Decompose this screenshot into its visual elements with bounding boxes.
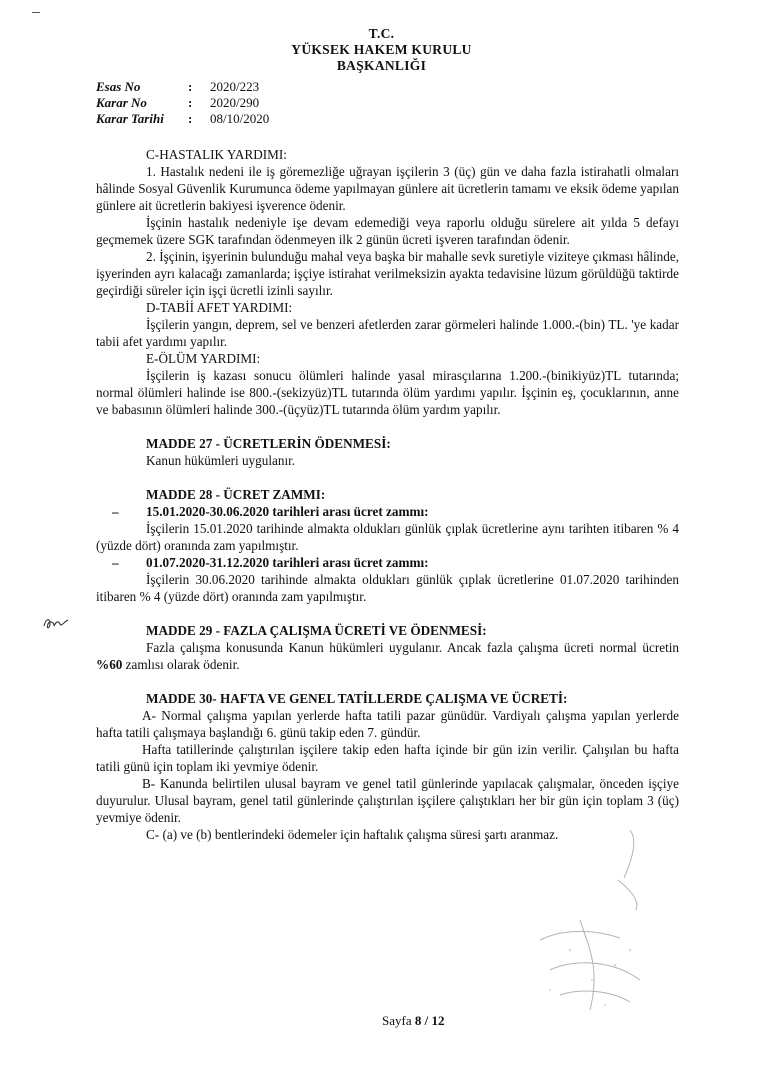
meta-sep: : — [188, 95, 193, 110]
handwritten-initial-icon — [40, 612, 74, 634]
meta-label: Karar Tarihi — [96, 111, 164, 126]
paragraph: İşçilerin yangın, deprem, sel ve benzeri afetlerden zarar görmeleri halinde 1.000.-(bin) TL. 'ye kadar tabii afet yardımı yapılır. — [96, 317, 679, 349]
section-title-e: E-ÖLÜM YARDIMI: — [146, 351, 261, 366]
case-meta — [96, 79, 269, 127]
paragraph: İşçinin hastalık nedeniyle işe devam edemediği veya raporlu olduğu sürelere ait yılda 5 defayı geçmemek üzere SGK tarafından ödenmeyen ilk 2 günün ücreti işveren tarafından ödenir. — [96, 215, 679, 247]
paragraph: A- Normal çalışma yapılan yerlerde hafta tatili pazar günüdür. Vardiyalı çalışma yapılan yerlerde hafta tatili çalışmaya başlandığı 6. günü takip eden 7. gündür. — [96, 708, 679, 740]
meta-value: 2020/223 — [210, 79, 260, 94]
scan-mark — [32, 12, 40, 13]
meta-row-karar-tarihi — [96, 111, 269, 127]
paragraph: C- (a) ve (b) bentlerindeki ödemeler için haftalık çalışma süresi şartı aranmaz. — [146, 827, 559, 842]
article-29-title: MADDE 29 - FAZLA ÇALIŞMA ÜCRETİ VE ÖDENMESİ: — [146, 623, 487, 638]
paragraph: 1. Hastalık nedeni ile iş göremezliğe uğrayan işçilerin 3 (üç) gün ve daha fazla istirahatli olmaları hâlinde Sosyal Güvenlik Kurumunca ödeme yapılmayan günlere ait ücretlerin tamamı ve eksik ödeme yapılan günlere ait ücretlerin bakiyesi işverence ödenir. — [96, 164, 679, 213]
paragraph: Hafta tatillerinde çalıştırılan işçilere takip eden hafta içinde bir gün izin verilir. Çalışılan bu hafta tatili günü için toplam iki yevmiye ödenir. — [96, 742, 679, 774]
subheading-text: 15.01.2020-30.06.2020 tarihleri arası ücret zammı: — [146, 504, 429, 519]
paragraph: İşçilerin 30.06.2020 tarihinde almakta oldukları günlük çıplak ücretlerine 01.07.2020 tarihinden itibaren % 4 (yüzde dört) oranında zam yapılmıştır. — [96, 572, 679, 604]
meta-value: 2020/290 — [210, 95, 260, 110]
dash-bullet: – — [112, 504, 119, 519]
meta-sep: : — [188, 111, 193, 126]
header-line-presidency: BAŞKANLIĞI — [336, 58, 427, 73]
text-run: zamlısı olarak ödenir. — [122, 657, 240, 672]
article-27-title: MADDE 27 - ÜCRETLERİN ÖDENMESİ: — [146, 436, 391, 451]
text-run: Fazla çalışma konusunda Kanun hükümleri uygulanır. Ancak fazla çalışma ücreti normal ücretin — [146, 640, 679, 655]
meta-sep: : — [188, 79, 193, 94]
paragraph — [96, 639, 679, 673]
page-prefix: Sayfa — [382, 1013, 415, 1028]
document-header — [0, 26, 763, 74]
meta-label: Esas No — [96, 79, 141, 94]
paragraph: İşçilerin iş kazası sonucu ölümleri halinde yasal mirasçılarına 1.200.-(binikiyüz)TL tutarında; normal ölümleri halinde ise 800.-(sekizyüz)TL tutarında ölüm yardımı yapılır. İşçinin eş, çocuklarının, anne ve babasının ölümleri halinde 300.-(üçyüz)TL tutarında ölüm yardım yapılır. — [96, 368, 679, 417]
paragraph: 2. İşçinin, işyerinin bulunduğu mahal veya başka bir mahalle sevk suretiyle viziteye çıkması hâlinde, işyerinden ayrı kalacağı zamanlarda; işçiye istirahat verilmeksizin ayakta tedavisine lüzum görüldüğü taktirde geçirdiği süreler için işçi ücretli izinli sayılır. — [96, 249, 679, 298]
header-line-tc: T.C. — [368, 26, 395, 41]
subheading-text: 01.07.2020-31.12.2020 tarihleri arası ücret zammı: — [146, 555, 429, 570]
document-body — [96, 146, 679, 843]
dash-bullet: – — [112, 555, 119, 570]
signature-stamp-icon — [520, 820, 670, 1020]
article-28-subheading-1 — [96, 503, 679, 520]
article-30-title: MADDE 30- HAFTA VE GENEL TATİLLERDE ÇALIŞMA VE ÜCRETİ: — [146, 691, 568, 706]
page-number: 8 / 12 — [414, 1013, 445, 1028]
meta-row-karar — [96, 95, 269, 111]
section-title-c: C-HASTALIK YARDIMI: — [146, 147, 287, 162]
paragraph: İşçilerin 15.01.2020 tarihinde almakta oldukları günlük çıplak ücretlerine aynı tarihten itibaren % 4 (yüzde dört) oranında zam yapılmıştır. — [96, 521, 679, 553]
section-title-d: D-TABİİ AFET YARDIMI: — [146, 300, 293, 315]
meta-value: 08/10/2020 — [210, 111, 270, 126]
meta-row-esas — [96, 79, 269, 95]
percentage-value: %60 — [96, 657, 123, 672]
paragraph: Kanun hükümleri uygulanır. — [146, 453, 296, 468]
header-line-institution: YÜKSEK HAKEM KURULU — [291, 42, 472, 57]
article-28-title: MADDE 28 - ÜCRET ZAMMI: — [146, 487, 326, 502]
paragraph: B- Kanunda belirtilen ulusal bayram ve genel tatil günlerinde yapılacak çalışmalar, önceden işçiye duyurulur. Ulusal bayram, genel tatil günlerinde çalıştırılan işçilere çalıştıkları her bir gün için toplam 3 (üç) yevmiye ödenir. — [96, 776, 679, 825]
page-footer — [382, 1013, 444, 1029]
meta-label: Karar No — [96, 95, 147, 110]
article-28-subheading-2 — [96, 554, 679, 571]
